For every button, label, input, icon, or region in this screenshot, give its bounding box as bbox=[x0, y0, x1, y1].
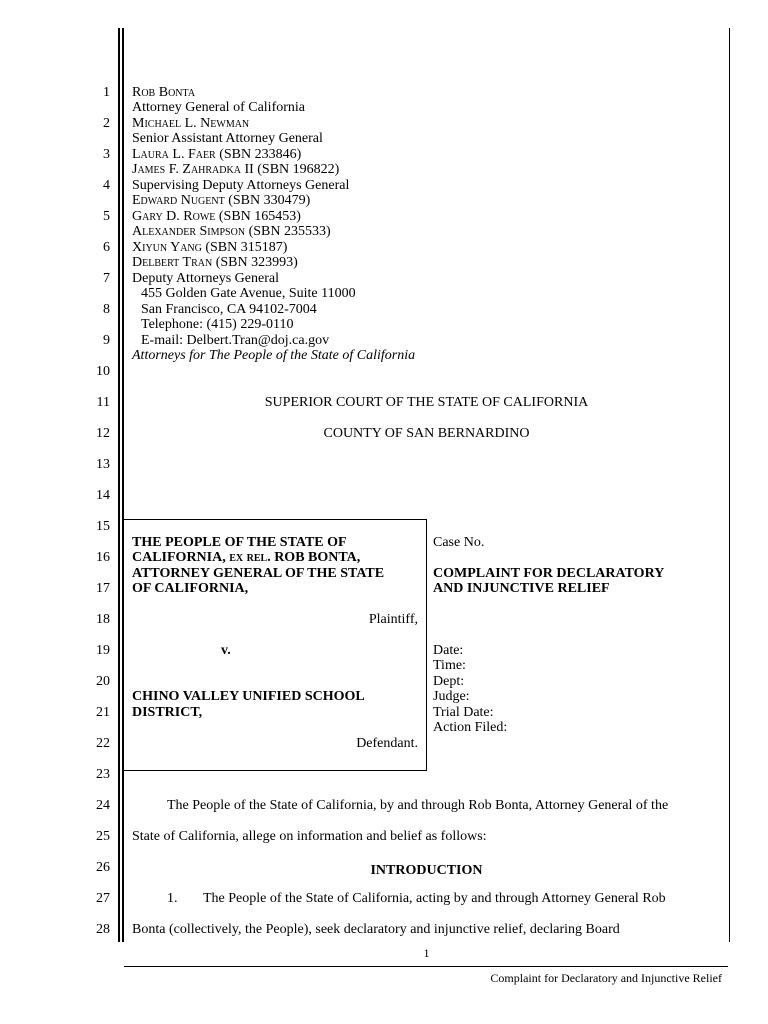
line-number: 7 bbox=[103, 271, 110, 286]
counsel-name: James F. Zahradka II (SBN 196822) bbox=[132, 162, 340, 177]
counsel-name: Rob Bonta bbox=[132, 85, 196, 100]
line-number: 2 bbox=[103, 116, 110, 131]
footer-title: Complaint for Declaratory and Injunctive Relief bbox=[490, 971, 722, 985]
line-number: 23 bbox=[96, 767, 110, 782]
line-number: 24 bbox=[96, 798, 110, 813]
defendant-label: Defendant. bbox=[356, 736, 418, 751]
body-text: Bonta (collectively, the People), seek declaratory and injunctive relief, declaring Board bbox=[132, 922, 620, 937]
paragraph-number: 1. bbox=[167, 891, 178, 906]
document-title: AND INJUNCTIVE RELIEF bbox=[433, 581, 610, 596]
counsel-title: Deputy Attorneys General bbox=[132, 271, 279, 286]
attorneys-for: Attorneys for The People of the State of California bbox=[132, 348, 416, 363]
body-text: State of California, allege on information and belief as follows: bbox=[132, 829, 487, 844]
line-number: 14 bbox=[96, 488, 110, 503]
counsel-address: San Francisco, CA 94102-7004 bbox=[141, 302, 317, 317]
counsel-name: Gary D. Rowe (SBN 165453) bbox=[132, 209, 301, 224]
counsel-name: Alexander Simpson (SBN 235533) bbox=[132, 224, 331, 239]
line-number: 25 bbox=[96, 829, 110, 844]
body-text: The People of the State of California, acting by and through Attorney General Rob bbox=[203, 891, 666, 906]
court-county: COUNTY OF SAN BERNARDINO bbox=[323, 426, 530, 441]
versus: v. bbox=[221, 643, 231, 658]
line-number: 27 bbox=[96, 891, 110, 906]
counsel-title: Supervising Deputy Attorneys General bbox=[132, 178, 350, 193]
hearing-time: Time: bbox=[433, 658, 466, 673]
page-number: 1 bbox=[423, 946, 430, 960]
line-number: 20 bbox=[96, 674, 110, 689]
hearing-dept: Dept: bbox=[433, 674, 465, 689]
line-number: 8 bbox=[103, 302, 110, 317]
line-number: 1 bbox=[103, 85, 110, 100]
ex-rel-text: ex rel. bbox=[229, 550, 271, 565]
plaintiff-label: Plaintiff, bbox=[368, 612, 418, 627]
case-number: Case No. bbox=[433, 535, 485, 550]
line-number: 15 bbox=[96, 519, 110, 534]
counsel-phone: Telephone: (415) 229-0110 bbox=[141, 317, 294, 332]
document-title: COMPLAINT FOR DECLARATORY bbox=[433, 566, 665, 581]
left-margin-rule-outer bbox=[118, 28, 120, 942]
plaintiff-text: ROB BONTA, bbox=[270, 550, 361, 565]
line-number: 13 bbox=[96, 457, 110, 472]
court-name: SUPERIOR COURT OF THE STATE OF CALIFORNIA bbox=[264, 395, 589, 410]
line-number: 17 bbox=[96, 581, 110, 596]
counsel-name: Delbert Tran (SBN 323993) bbox=[132, 255, 298, 270]
footer-rule bbox=[124, 966, 728, 967]
hearing-judge: Judge: bbox=[433, 689, 470, 704]
line-number: 26 bbox=[96, 860, 110, 875]
right-margin-rule bbox=[729, 28, 730, 942]
line-number: 9 bbox=[103, 333, 110, 348]
plaintiff-text: CALIFORNIA, bbox=[132, 550, 230, 565]
defendant-line: CHINO VALLEY UNIFIED SCHOOL bbox=[132, 689, 365, 704]
hearing-date: Date: bbox=[433, 643, 464, 658]
plaintiff-line: ATTORNEY GENERAL OF THE STATE bbox=[132, 566, 385, 581]
body-text: The People of the State of California, by and through Rob Bonta, Attorney General of the bbox=[167, 798, 669, 813]
plaintiff-line bbox=[132, 550, 360, 566]
counsel-name: Michael L. Newman bbox=[132, 116, 250, 131]
line-number: 28 bbox=[96, 922, 110, 937]
line-number: 5 bbox=[103, 209, 110, 224]
counsel-name: Edward Nugent (SBN 330479) bbox=[132, 193, 311, 208]
line-number: 12 bbox=[96, 426, 110, 441]
section-heading: INTRODUCTION bbox=[370, 863, 483, 878]
line-number: 3 bbox=[103, 147, 110, 162]
line-number: 11 bbox=[96, 395, 110, 410]
line-number: 22 bbox=[96, 736, 110, 751]
line-number: 6 bbox=[103, 240, 110, 255]
counsel-name: Laura L. Faer (SBN 233846) bbox=[132, 147, 302, 162]
line-number: 21 bbox=[96, 705, 110, 720]
counsel-title: Attorney General of California bbox=[132, 100, 305, 115]
left-margin-rule-inner bbox=[122, 28, 124, 942]
counsel-title: Senior Assistant Attorney General bbox=[132, 131, 323, 146]
line-number: 19 bbox=[96, 643, 110, 658]
line-number: 16 bbox=[96, 550, 110, 565]
defendant-line: DISTRICT, bbox=[132, 705, 203, 720]
counsel-email[interactable]: E-mail: Delbert.Tran@doj.ca.gov bbox=[141, 333, 330, 348]
line-number: 4 bbox=[103, 178, 110, 193]
plaintiff-line: THE PEOPLE OF THE STATE OF bbox=[132, 535, 347, 550]
action-filed: Action Filed: bbox=[433, 720, 508, 735]
counsel-address: 455 Golden Gate Avenue, Suite 11000 bbox=[141, 286, 356, 301]
line-number: 18 bbox=[96, 612, 110, 627]
trial-date: Trial Date: bbox=[433, 705, 494, 720]
line-number: 10 bbox=[96, 364, 110, 379]
counsel-name: Xiyun Yang (SBN 315187) bbox=[132, 240, 288, 255]
plaintiff-line: OF CALIFORNIA, bbox=[132, 581, 249, 596]
